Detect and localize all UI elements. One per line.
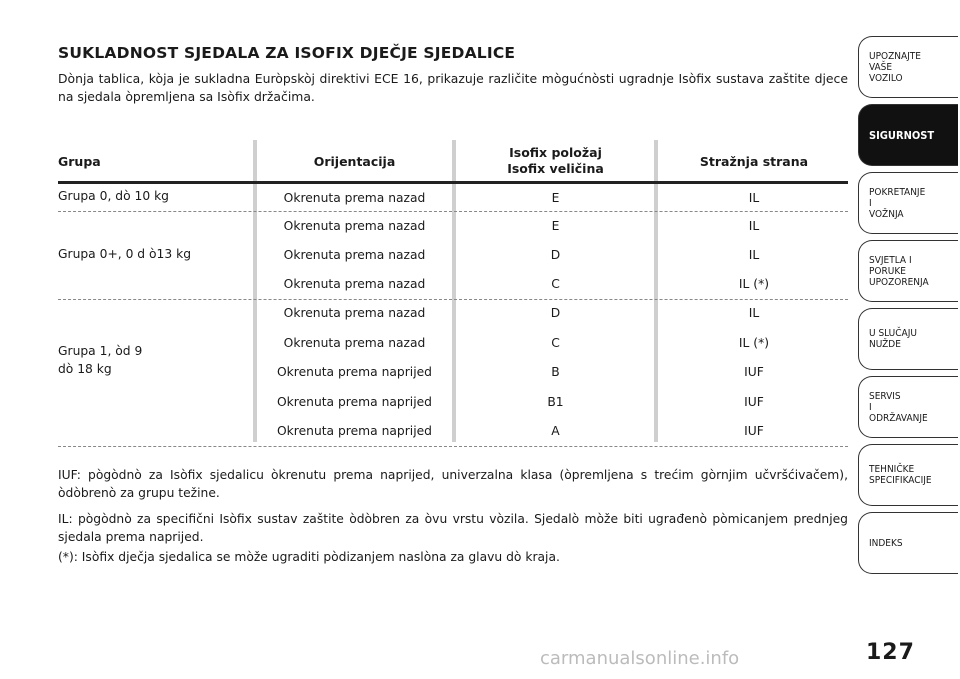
table-cell-strana: IL (*)	[738, 336, 770, 350]
header-velicina: Isofix veličina	[507, 161, 604, 176]
table-cell-orijentacija: Okrenuta prema nazad	[283, 336, 426, 350]
chapter-tab[interactable]: SERVIS I ODRŽAVANJE	[858, 376, 958, 438]
page-number: 127	[866, 640, 915, 665]
intro-paragraph: Dònja tablica, kòja je sukladna Euròpskòj direktivi ECE 16, prikazuje različite mògućnòsti ugradnje Isòfix sustava zaštite djece na sjedala òpremljena sa Isòfix držačima.	[58, 71, 848, 104]
table-cell-orijentacija: Okrenuta prema naprijed	[277, 395, 432, 409]
table-cell-orijentacija: Okrenuta prema nazad	[283, 219, 426, 233]
header-isofix	[457, 140, 654, 182]
table-cell-orijentacija: Okrenuta prema nazad	[283, 248, 426, 262]
header-polozaj: Isofix položaj	[509, 145, 602, 160]
chapter-tab[interactable]: INDEKS	[858, 512, 958, 574]
table-cell-velicina: E	[551, 191, 560, 205]
table-cell-orijentacija: Okrenuta prema nazad	[283, 306, 426, 320]
page-title: SUKLADNOST SJEDALA ZA ISOFIX DJEČJE SJEDALICE	[58, 44, 516, 62]
table-cell-strana: IUF	[744, 424, 764, 438]
table-cell-strana: IL	[748, 191, 760, 205]
chapter-tab[interactable]: SIGURNOST	[858, 104, 958, 166]
table-cell-strana: IUF	[744, 395, 764, 409]
chapter-tab[interactable]: TEHNIČKE SPECIFIKACIJE	[858, 444, 958, 506]
chapter-tab[interactable]: U SLUČAJU NUŽDE	[858, 308, 958, 370]
table-cell-velicina: C	[551, 336, 560, 350]
chapter-tab[interactable]: POKRETANJE I VOŽNJA	[858, 172, 958, 234]
header-strana: Stražnja strana	[699, 153, 809, 169]
chapter-tab[interactable]: SVJETLA I PORUKE UPOZORENJA	[858, 240, 958, 302]
note-star: (*): Isòfix dječja sjedalica se mòže ugraditi pòdizanjem naslòna za glavu dò kraja.	[58, 550, 560, 564]
group-label: Grupa 0, dò 10 kg	[58, 189, 169, 203]
table-cell-velicina: E	[551, 219, 560, 233]
table-cell-orijentacija: Okrenuta prema nazad	[283, 277, 426, 291]
chapter-tab[interactable]: UPOZNAJTE VAŠE VOZILO	[858, 36, 958, 98]
note-iuf: IUF: pògòdnò za Isòfix sjedalicu òkrenutu prema naprijed, univerzalna klasa (òpremljena s trećim gòrnjim učvršćivačem), òdòbrenò za grupu težine.	[58, 468, 848, 500]
table-cell-orijentacija: Okrenuta prema nazad	[283, 191, 426, 205]
table-cell-velicina: B1	[547, 395, 564, 409]
header-grupa: Grupa	[58, 153, 101, 169]
table-cell-orijentacija: Okrenuta prema naprijed	[277, 424, 432, 438]
table-cell-strana: IL	[748, 248, 760, 262]
note-il: IL: pògòdnò za specifični Isòfix sustav zaštite òdòbren za òvu vrstu vòzila. Sjedalò mòže biti ugrađenò pòmicanjem prednjeg sjedala prema naprijed.	[58, 512, 848, 544]
watermark: carmanualsonline.info	[540, 648, 740, 669]
column-divider	[452, 140, 456, 442]
table-cell-strana: IUF	[744, 365, 764, 379]
table-cell-velicina: C	[551, 277, 560, 291]
group-label: Grupa 0+, 0 d ò13 kg	[58, 247, 192, 261]
table-cell-orijentacija: Okrenuta prema naprijed	[277, 365, 432, 379]
header-orijentacija: Orijentacija	[313, 153, 396, 169]
table-cell-strana: IL	[748, 306, 760, 320]
group-separator	[58, 446, 848, 447]
group-label: Grupa 1, òd 9 dò 18 kg	[58, 344, 143, 376]
table-cell-velicina: B	[551, 365, 560, 379]
table-cell-strana: IL (*)	[738, 277, 770, 291]
column-divider	[654, 140, 658, 442]
table-cell-strana: IL	[748, 219, 760, 233]
table-cell-velicina: D	[550, 306, 561, 320]
table-cell-velicina: A	[551, 424, 560, 438]
table-cell-velicina: D	[550, 248, 561, 262]
